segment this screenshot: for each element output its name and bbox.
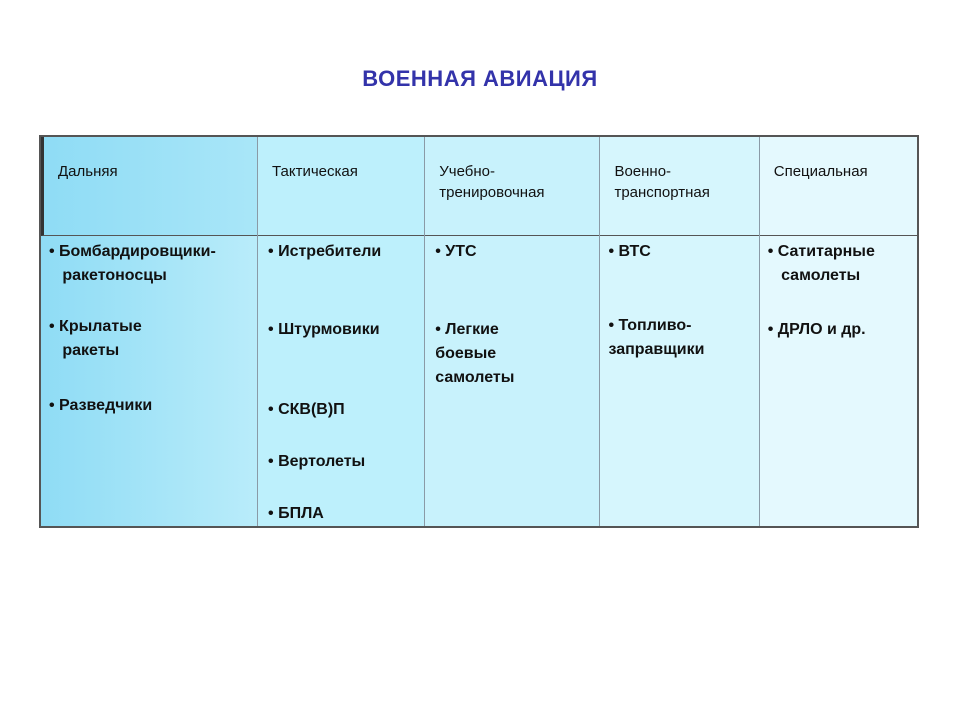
list-item: • Топливо- заправщики (608, 317, 705, 358)
list-item: • Истребители (268, 243, 382, 260)
column-body (425, 236, 599, 526)
slide-title: ВОЕННАЯ АВИАЦИЯ (362, 66, 598, 91)
list-item: • Вертолеты (268, 453, 366, 470)
list-item: • ВТС (608, 243, 651, 260)
column-tactical (257, 137, 424, 526)
list-item: • СКВ(В)П (268, 401, 345, 418)
column-long-range (41, 137, 257, 526)
list-item: • Штурмовики (268, 321, 380, 338)
column-body (258, 236, 424, 526)
list-item: • УТС (435, 243, 477, 260)
column-transport (599, 137, 758, 526)
column-body (600, 236, 758, 526)
column-header: Тактическая (258, 137, 424, 236)
column-header: Учебно- тренировочная (425, 137, 599, 236)
column-header: Специальная (760, 137, 917, 236)
column-header: Военно- транспортная (600, 137, 758, 236)
list-item: • Бомбардировщики- ракетоносцы (49, 243, 216, 284)
list-item: • Разведчики (49, 397, 153, 414)
list-item: • Сатитарные самолеты (767, 243, 875, 284)
list-item: • Легкие боевые самолеты (435, 321, 515, 386)
column-training (424, 137, 599, 526)
list-item: • БПЛА (268, 505, 324, 522)
column-body (760, 236, 917, 526)
list-item: • ДРЛО и др. (767, 321, 866, 338)
column-special (759, 137, 917, 526)
aviation-table (39, 135, 919, 528)
list-item: • Крылатые ракеты (49, 318, 142, 359)
column-body (41, 236, 257, 526)
column-header: Дальняя (41, 137, 257, 236)
